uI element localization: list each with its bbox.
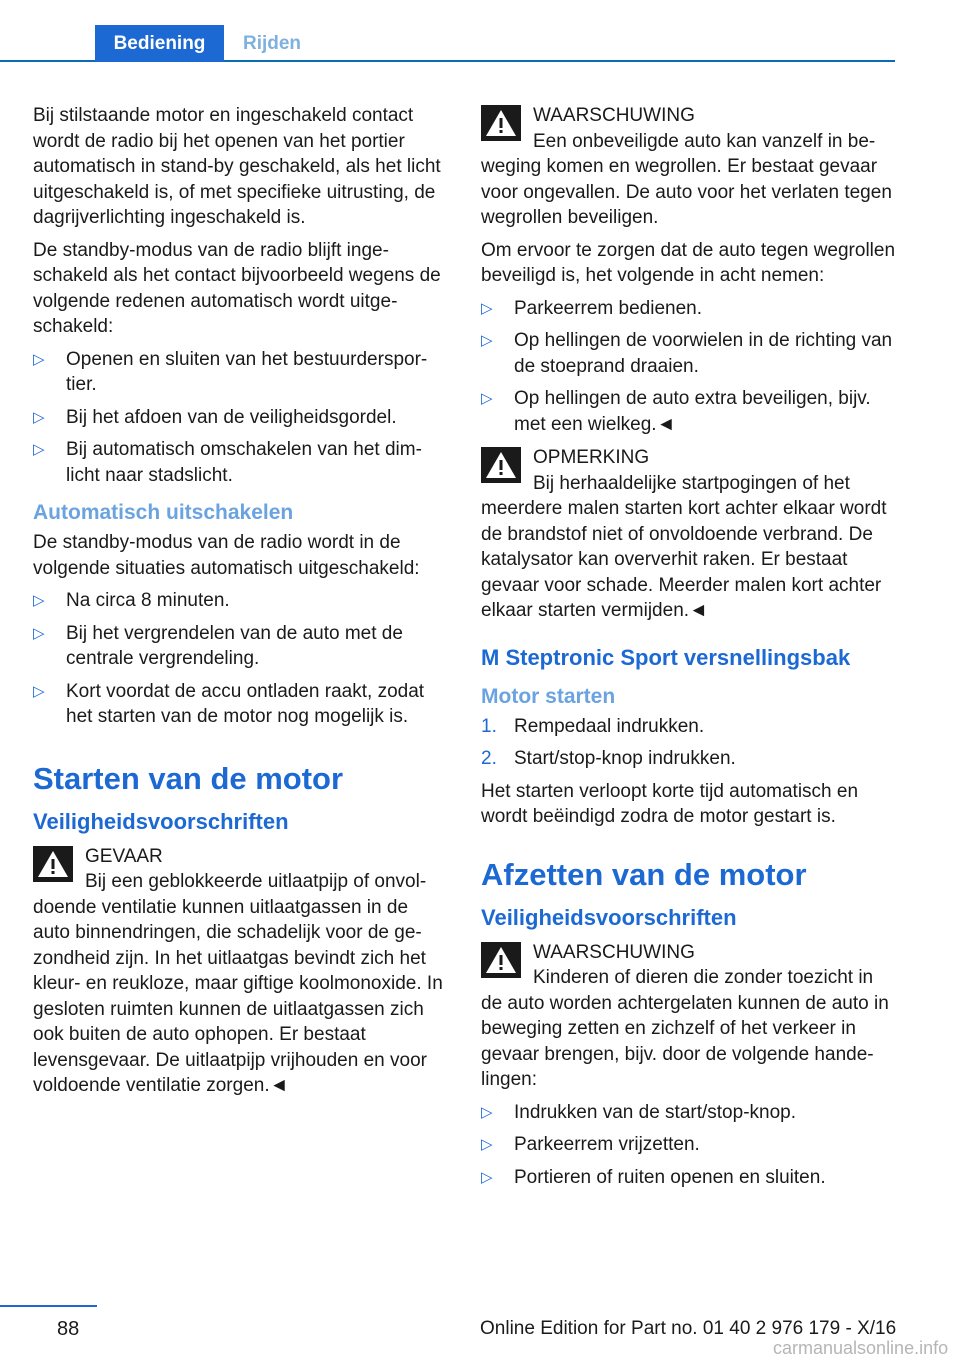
list-item: ▷ Portieren of ruiten openen en sluiten. bbox=[481, 1165, 896, 1191]
step-number: 2. bbox=[481, 748, 497, 769]
bullet-triangle-icon: ▷ bbox=[481, 299, 493, 317]
bullet-triangle-icon: ▷ bbox=[33, 408, 45, 426]
note-title: OPMERKING bbox=[533, 447, 650, 468]
bullet-list bbox=[481, 296, 896, 438]
section-heading: M Steptronic Sport versnellingsbak bbox=[481, 644, 851, 670]
bullet-triangle-icon: ▷ bbox=[481, 332, 493, 349]
left-column bbox=[33, 103, 448, 1106]
page-number: 88 bbox=[57, 1318, 80, 1340]
list-item: ▷ Op hellingen de auto extra beveiligen, bijv. met een wielkeg.◄ bbox=[481, 388, 871, 435]
tab-bediening[interactable]: Bediening bbox=[95, 25, 224, 62]
watermark: carmanualsonline.info bbox=[773, 1338, 949, 1358]
warning-block bbox=[481, 940, 896, 1093]
warning-text: Kinderen of dieren die zonder toezicht in de auto worden achtergelaten kunnen de auto in beweging zetten en zichzelf of het verkeer in gevaar brengen, bijv. door de volgende handelingen: bbox=[481, 967, 889, 1090]
step-list bbox=[481, 714, 896, 772]
list-item: 2. Start/stop-knop indrukken. bbox=[481, 746, 896, 772]
bullet-triangle-icon: ▷ bbox=[481, 1136, 493, 1153]
warning-title: GEVAAR bbox=[85, 845, 163, 867]
subheading: Motor starten bbox=[481, 684, 616, 708]
bullet-list bbox=[481, 1100, 896, 1191]
section-heading: Veiligheidsvoorschriften bbox=[481, 904, 737, 930]
bullet-triangle-icon: ▷ bbox=[481, 1103, 493, 1121]
subheading: Automatisch uitschakelen bbox=[33, 501, 294, 524]
list-item: ▷ Parkeerrem bedienen. bbox=[481, 296, 896, 322]
warning-title: WAARSCHUWING bbox=[533, 941, 695, 963]
footer-rule bbox=[0, 1305, 97, 1307]
warning-block bbox=[33, 844, 448, 1099]
warning-text: Een onbeveiligde auto kan vanzelf in beweging komen en wegrollen. Er bestaat gevaar voor ongevallen. De auto voor het verlaten tegen wegrollen beveiligen. bbox=[481, 130, 892, 228]
paragraph: Het starten verloopt korte tijd automatisch en wordt beëindigd zodra de motor gestart is. bbox=[481, 780, 859, 827]
list-item: ▷ Bij het afdoen van de veiligheidsgordel. bbox=[33, 405, 448, 431]
list-item: 1. Rempedaal indrukken. bbox=[481, 714, 896, 740]
warning-block bbox=[481, 103, 896, 231]
warning-triangle-icon bbox=[33, 846, 73, 882]
section-heading: Veiligheidsvoorschriften bbox=[33, 808, 289, 834]
paragraph: Om ervoor te zorgen dat de auto tegen wegrollen beveiligd is, het volgende in acht nemen: bbox=[481, 239, 896, 286]
bullet-list bbox=[33, 588, 448, 730]
bullet-list bbox=[33, 347, 448, 489]
bullet-triangle-icon: ▷ bbox=[481, 1168, 493, 1186]
bullet-triangle-icon: ▷ bbox=[33, 682, 45, 700]
right-column bbox=[481, 103, 896, 1198]
bullet-triangle-icon: ▷ bbox=[33, 592, 45, 609]
paragraph: De standby-modus van de radio blijft ingeschakeld als het contact bijvoorbeeld wegens de volgende redenen automatisch wordt uitgeschakeld: bbox=[33, 239, 441, 337]
warning-text: Bij een geblokkeerde uitlaatpijp of onvoldoende ventilatie kunnen uitlaatgassen in de auto binnendringen, die schadelijk voor de gezondheid zijn. In het uitlaatgas bevindt zich het kleur- en reukloze, maar giftige koolmonoxide. In gesloten ruimten kunnen de uitlaatgassen zich ook buiten de auto ophopen. Er bestaat levensgevaar. De uitlaatpijp vrijhouden en voor voldoende ventilatie zorgen.◄ bbox=[33, 871, 443, 1096]
warning-triangle-icon bbox=[481, 942, 521, 978]
tab-rijden[interactable]: Rijden bbox=[242, 32, 302, 54]
note-text: Bij herhaaldelijke startpogingen of het meerdere malen starten kort achter elkaar wordt de brandstof niet of onvoldoende verbrand. De katalysator kan oververhit raken. Er bestaat gevaar voor schade. Meerder malen kort achter elkaar starten vermijden.◄ bbox=[481, 472, 887, 621]
bullet-triangle-icon: ▷ bbox=[33, 441, 45, 458]
paragraph: Bij stilstaande motor en ingeschakeld contact wordt de radio bij het openen van het portier automatisch in stand-by geschakeld, als het licht uitgeschakeld is, of met specifieke uitrusting, de dagrijverlichting ingeschakeld is. bbox=[33, 105, 441, 228]
bullet-triangle-icon: ▷ bbox=[481, 390, 493, 407]
list-item: ▷ Indrukken van de start/stop-knop. bbox=[481, 1100, 896, 1126]
header-bar bbox=[0, 0, 895, 62]
list-item: ▷ Bij het vergrendelen van de auto met de centrale vergrendeling. bbox=[33, 622, 403, 669]
bullet-triangle-icon: ▷ bbox=[33, 350, 45, 368]
bullet-triangle-icon: ▷ bbox=[33, 624, 45, 642]
edition-text: Online Edition for Part no. 01 40 2 976 179 - X/16 bbox=[480, 1318, 897, 1339]
warning-triangle-icon bbox=[481, 447, 521, 483]
paragraph: De standby-modus van de radio wordt in de volgende situaties automatisch uitgeschakeld: bbox=[33, 532, 420, 579]
step-number: 1. bbox=[481, 715, 497, 737]
list-item: ▷ Openen en sluiten van het bestuurdersportier. bbox=[33, 348, 428, 395]
warning-triangle-icon bbox=[481, 105, 521, 141]
section-title: Starten van de motor bbox=[33, 760, 344, 796]
list-item: ▷ Op hellingen de voorwielen in de richting van de stoeprand draaien. bbox=[481, 330, 893, 377]
section-title: Afzetten van de motor bbox=[481, 856, 807, 892]
note-block bbox=[481, 445, 896, 624]
warning-title: WAARSCHUWING bbox=[533, 105, 695, 126]
list-item: ▷ Na circa 8 minuten. bbox=[33, 588, 448, 614]
list-item: ▷ Parkeerrem vrijzetten. bbox=[481, 1132, 896, 1158]
list-item: ▷ Bij automatisch omschakelen van het dimlicht naar stadslicht. bbox=[33, 439, 422, 486]
list-item: ▷ Kort voordat de accu ontladen raakt, zodat het starten van de motor nog mogelijk is. bbox=[33, 680, 425, 727]
